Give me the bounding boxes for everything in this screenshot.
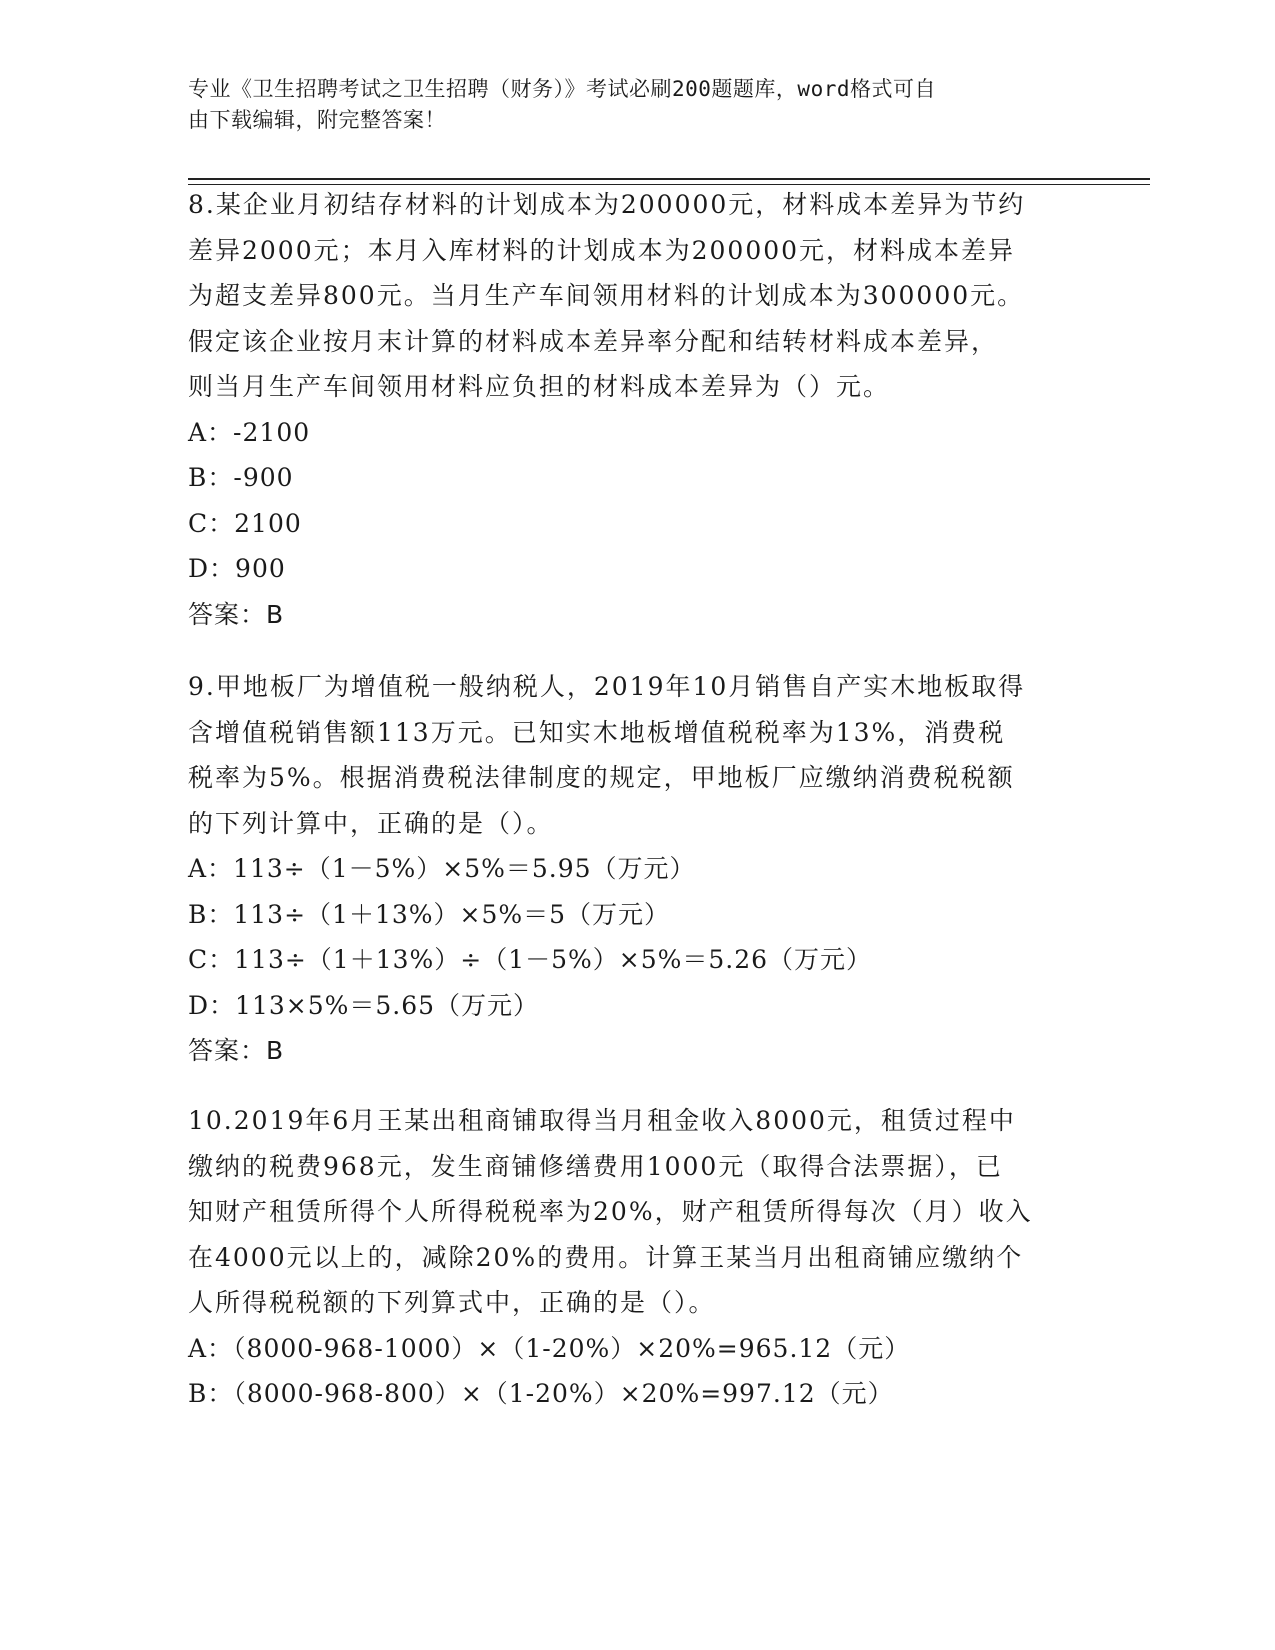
question-8 (188, 182, 1088, 637)
question-stem (188, 664, 1088, 846)
stem-line: 则当月生产车间领用材料应负担的材料成本差异为（）元。 (188, 372, 891, 401)
option-b: B：113÷（1＋13%）×5%＝5（万元） (188, 899, 671, 929)
option-a: A：-2100 (188, 417, 311, 447)
document-header (188, 74, 1068, 136)
answer-line: 答案：B (188, 1036, 285, 1065)
question-9 (188, 664, 1088, 1074)
answer-line: 答案：B (188, 599, 285, 629)
header-title-line-1: 专业《卫生招聘考试之卫生招聘（财务）》考试必刷200题题库，word格式可自 (188, 77, 936, 101)
option-b: B：-900 (188, 463, 294, 492)
option-d: D：113×5%＝5.65（万元） (188, 990, 540, 1020)
stem-line: 人所得税税额的下列算式中，正确的是（）。 (188, 1288, 716, 1317)
stem-line: 差异2000元；本月入库材料的计划成本为200000元，材料成本差异 (188, 235, 1016, 265)
header-divider-thick (188, 178, 1150, 180)
stem-line: 的下列计算中，正确的是（）。 (188, 808, 554, 838)
header-title-line-2: 由下载编辑，附完整答案！ (188, 108, 446, 132)
stem-line: 知财产租赁所得个人所得税税率为20%，财产租赁所得每次（月）收入 (188, 1197, 1033, 1226)
stem-line: 假定该企业按月末计算的材料成本差异率分配和结转材料成本差异， (188, 326, 999, 356)
stem-line: 8.某企业月初结存材料的计划成本为200000元，材料成本差异为节约 (188, 190, 1026, 219)
stem-line: 为超支差异800元。当月生产车间领用材料的计划成本为300000元。 (188, 281, 1025, 310)
option-c: C：2100 (188, 508, 302, 538)
stem-line: 10.2019年6月王某出租商铺取得当月租金收入8000元，租赁过程中 (188, 1106, 1016, 1135)
option-b: B：（8000-968-800）×（1-20%）×20%=997.12（元） (188, 1379, 894, 1408)
option-a: A：113÷（1－5%）×5%＝5.95（万元） (188, 854, 696, 883)
stem-line: 含增值税销售额113万元。已知实木地板增值税税率为13%，消费税 (188, 717, 1006, 747)
question-10 (188, 1098, 1088, 1417)
stem-line: 9.甲地板厂为增值税一般纳税人，2019年10月销售自产实木地板取得 (188, 672, 1026, 701)
stem-line: 税率为5%。根据消费税法律制度的规定，甲地板厂应缴纳消费税税额 (188, 763, 1015, 792)
stem-line: 在4000元以上的，减除20%的费用。计算王某当月出租商铺应缴纳个 (188, 1242, 1024, 1272)
question-stem (188, 1098, 1088, 1326)
question-stem (188, 182, 1088, 410)
option-d: D：900 (188, 554, 286, 583)
option-a: A：（8000-968-1000）×（1-20%）×20%=965.12（元） (188, 1333, 911, 1363)
stem-line: 缴纳的税费968元，发生商铺修缮费用1000元（取得合法票据），已 (188, 1151, 1003, 1181)
option-c: C：113÷（1＋13%）÷（1－5%）×5%＝5.26（万元） (188, 945, 873, 974)
